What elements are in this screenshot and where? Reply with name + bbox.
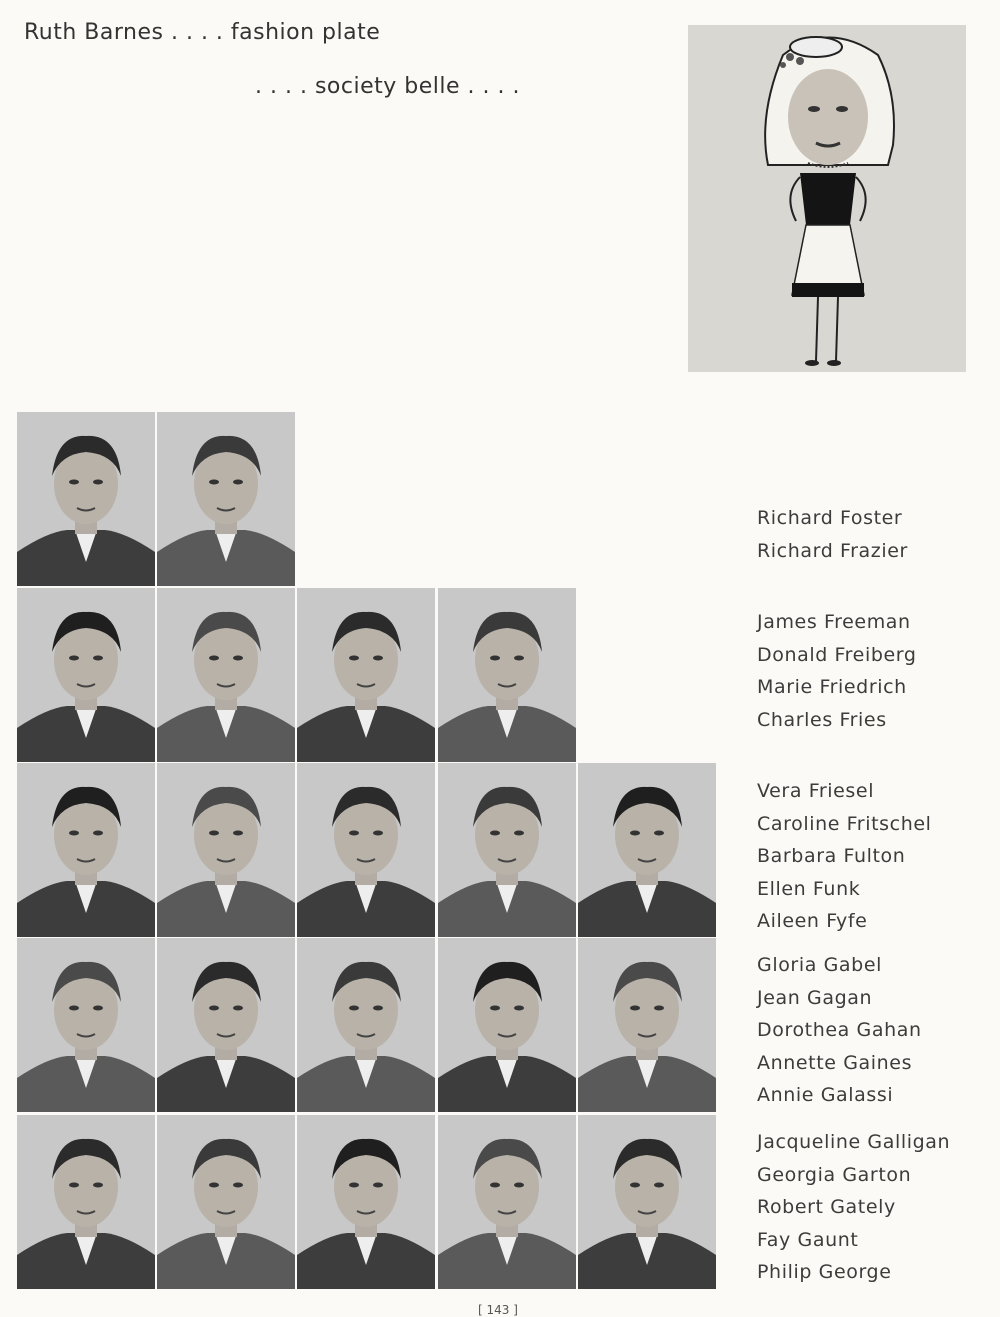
student-name: Georgia Garton — [757, 1163, 912, 1186]
student-name: Ellen Funk — [757, 877, 861, 900]
student-name: James Freeman — [757, 611, 911, 633]
student-name: Fay Gaunt — [757, 1228, 859, 1251]
portrait-photo — [17, 1115, 155, 1289]
student-name: Gloria Gabel — [757, 954, 882, 976]
student-name: Dorothea Gahan — [757, 1019, 922, 1041]
portrait-photo — [157, 763, 295, 937]
portrait-photo — [157, 1115, 295, 1289]
names-group-row-3 — [757, 775, 932, 938]
feature-caption-line2: . . . . society belle . . . . — [255, 74, 520, 99]
portrait-photo — [297, 588, 435, 762]
student-name: Barbara Fulton — [757, 845, 906, 867]
student-name: Caroline Fritschel — [757, 812, 932, 835]
portrait-photo — [297, 938, 435, 1112]
portrait-photo — [578, 938, 716, 1112]
student-name: Richard Foster — [757, 507, 903, 529]
student-name: Donald Freiberg — [757, 643, 917, 666]
portrait-photo — [17, 938, 155, 1112]
student-name: Jacqueline Galligan — [757, 1131, 951, 1153]
portrait-photo — [157, 412, 295, 586]
student-name: Marie Friedrich — [757, 676, 907, 698]
feature-caption-line1: Ruth Barnes . . . . fashion plate — [24, 20, 381, 45]
names-group-row-2 — [757, 606, 917, 736]
portrait-photo — [438, 763, 576, 937]
portrait-photo — [17, 412, 155, 586]
student-name: Robert Gately — [757, 1196, 896, 1218]
portrait-photo — [438, 588, 576, 762]
portrait-photo — [297, 1115, 435, 1289]
student-name: Jean Gagan — [757, 986, 873, 1009]
student-name: Charles Fries — [757, 708, 887, 731]
portrait-photo — [297, 763, 435, 937]
student-name: Aileen Fyfe — [757, 910, 868, 932]
student-name: Annette Gaines — [757, 1051, 913, 1074]
caricature-illustration — [688, 25, 966, 372]
portrait-photo — [157, 938, 295, 1112]
portrait-photo — [438, 1115, 576, 1289]
portrait-photo — [157, 588, 295, 762]
names-group-row-1 — [757, 502, 908, 567]
portrait-photo — [578, 763, 716, 937]
names-group-row-4 — [757, 949, 922, 1112]
student-name: Annie Galassi — [757, 1084, 894, 1106]
page-number: [ 143 ] — [478, 1303, 518, 1317]
portrait-photo — [578, 1115, 716, 1289]
student-name: Richard Frazier — [757, 539, 908, 562]
names-group-row-5 — [757, 1126, 950, 1289]
portrait-photo — [17, 588, 155, 762]
student-name: Philip George — [757, 1261, 892, 1283]
student-name: Vera Friesel — [757, 780, 875, 802]
portrait-photo — [438, 938, 576, 1112]
portrait-photo — [17, 763, 155, 937]
